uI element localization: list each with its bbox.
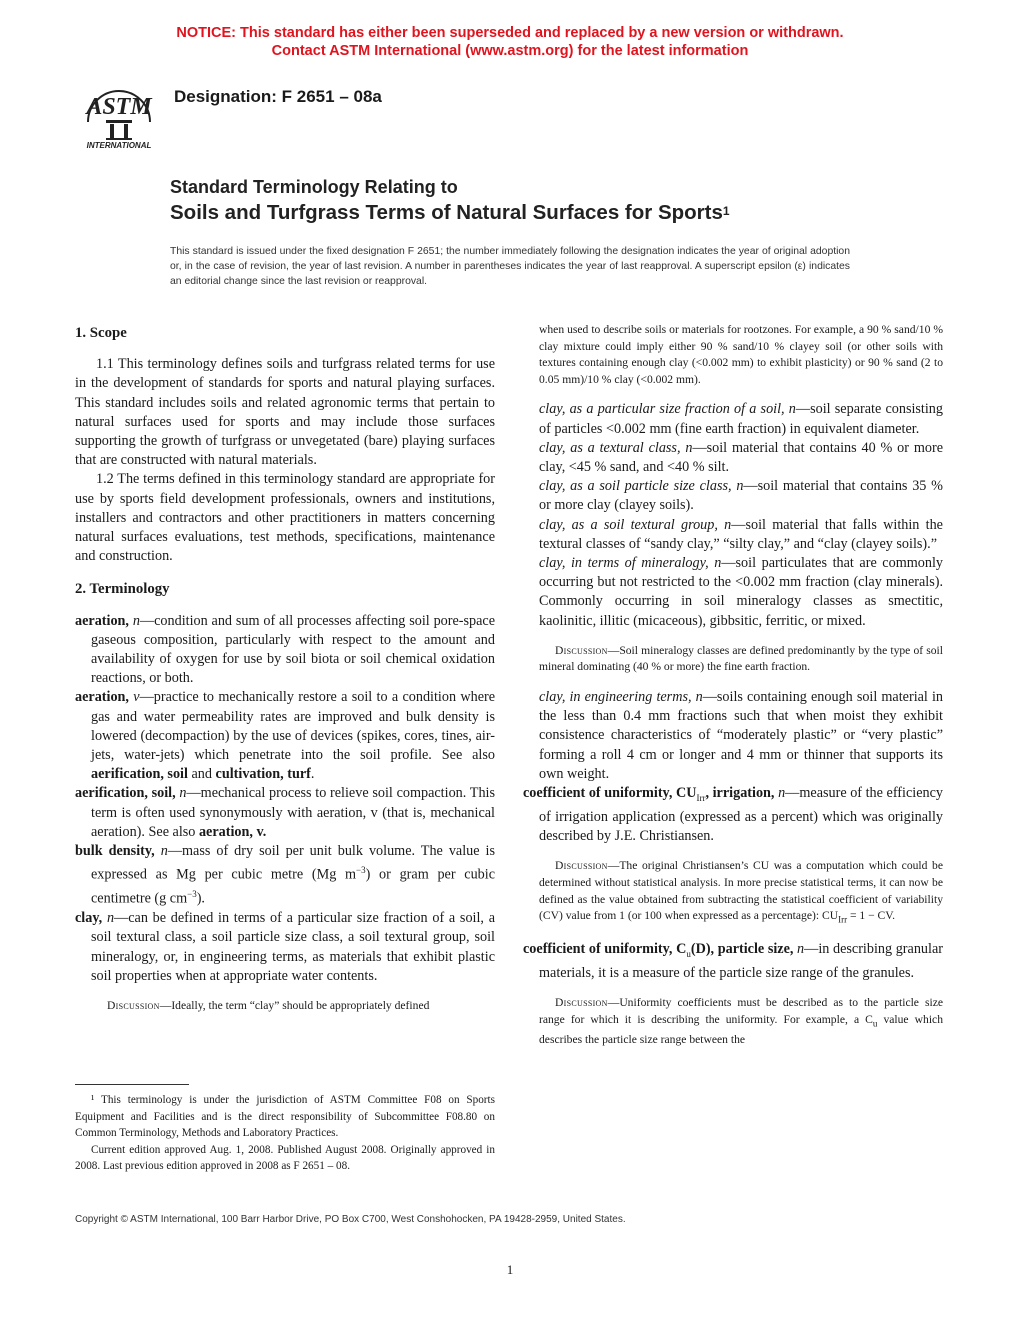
- term-label: aeration,: [75, 612, 129, 629]
- discussion-label: Discussion: [555, 996, 608, 1010]
- term-coefficient-uniformity-particle: [523, 940, 943, 983]
- term-pos: n: [797, 941, 805, 958]
- term-definition: —in describing granular materials, it is a measure of the particle size range of the granules.: [539, 941, 943, 982]
- term-definition: —condition and sum of all processes affecting soil pore-space gaseous composition, particularly with respect to the amount and availability of oxygen for use by soil biota or soil chemical oxidation reactions, or both.: [91, 612, 496, 687]
- logo-top-text: ASTM: [86, 94, 152, 120]
- term-label-cont: (D), particle size,: [690, 941, 794, 958]
- term-pos: n: [106, 910, 115, 927]
- title-footnote-mark[interactable]: 1: [722, 204, 730, 218]
- sub-term-label: clay, as a textural class, n: [539, 439, 693, 456]
- term-definition-cont: ) or gram per cubic centimetre (g cm: [91, 867, 495, 907]
- discussion-text: —Uniformity coefficients must be described as to the particle size range for which it is describing the uniformity. For example, a C: [539, 996, 943, 1026]
- exponent: −3: [187, 889, 197, 900]
- title-line-2-text: Soils and Turfgrass Terms of Natural Surfaces for Sports: [170, 201, 723, 224]
- discussion-label: Discussion: [555, 859, 608, 873]
- subscript: u: [872, 1018, 878, 1029]
- subscript: Irr: [838, 914, 848, 925]
- issued-note: This standard is issued under the fixed designation F 2651; the number immediately following the designation indicates the year of original adoption or, in the case of revision, the year of last revision. A number in parentheses indicates the year of last reapproval. A superscript epsilon (ε) indicates an editorial change since the last revision or reapproval.: [170, 246, 850, 287]
- astm-logo-icon: [76, 74, 162, 150]
- term-aeration-v: [75, 688, 495, 784]
- term-definition-end: ).: [196, 890, 205, 907]
- term-definition: —mass of dry soil per unit bulk volume. The value is expressed as Mg per cubic metre (Mg m: [91, 843, 496, 884]
- term-definition: —practice to mechanically restore a soil to a condition where gas and water permeability rates are improved and bulk density is lowered (decompaction) by the use of devices (spikes, cores, tines, air-jets, water-jets) which penetrate into the soil profile. See also: [91, 689, 496, 764]
- terminology-heading: 2. Terminology: [75, 581, 170, 598]
- term-definition: —can be defined in terms of a particular size fraction of a soil, a soil textural class, a soil particle size class, a soil textural group, soil mineralogy, or, in engineering terms, as materials that exhibit plastic soil properties when at appropriate water contents.: [91, 910, 495, 984]
- scope-heading: 1. Scope: [75, 325, 127, 341]
- cross-ref-cultivation[interactable]: cultivation, turf: [215, 766, 311, 783]
- term-label: coefficient of uniformity, C: [523, 941, 687, 958]
- term-label: coefficient of uniformity, CU: [523, 785, 697, 802]
- term-clay: [75, 909, 495, 986]
- term-definition: —measure of the efficiency of irrigation application (expressed as a percent) which was originally described by J.E. Christiansen.: [539, 785, 943, 845]
- term-clay-textural-group: [523, 516, 943, 554]
- sub-term-label: clay, in terms of mineralogy, n: [539, 555, 722, 571]
- term-coefficient-uniformity-irrigation: [523, 784, 943, 846]
- discussion-text: —The original Christiansen’s CU was a computation which could be determined without statistical analysis. In more precise statistical terms, it can now be defined as the value obtained from subtracting the statistical coefficient of variability (CV) value from 1 (or 100 when expressed as a percentage): CU: [539, 859, 943, 923]
- term-clay-mineralogy: [523, 554, 943, 631]
- footnote: [75, 1092, 495, 1175]
- sub-term-label: clay, in engineering terms, n: [539, 689, 703, 705]
- footnote-1: ¹ This terminology is under the jurisdiction of ASTM Committee F08 on Sports Equipment and Facilities and is the direct responsibility of Subcommittee F08.80 on Common Terminology, Methods and Laboratory Practices.: [75, 1094, 495, 1140]
- title-line-1: Standard Terminology Relating to: [170, 177, 458, 197]
- term-pos: n: [778, 785, 786, 802]
- term-pos: n: [160, 843, 168, 860]
- withdrawn-notice: [0, 24, 1020, 60]
- term-clay-particle-size-class: [523, 477, 943, 515]
- exponent: −3: [356, 865, 366, 876]
- clay-discussion: [75, 998, 495, 1015]
- term-pos: n: [179, 785, 187, 802]
- scope-paragraph-1-2: 1.2 The terms defined in this terminology standard are appropriate for use by sports field development professionals, owners and institutions, installers and contractors and other practitioners in matters concerning natural surfaces evaluations, test methods, specifications, maintenance and construction.: [75, 471, 495, 565]
- term-clay-size-fraction: [523, 400, 943, 438]
- document-title: [170, 175, 730, 227]
- discussion-text: —Ideally, the term “clay” should be appropriately defined: [159, 998, 430, 1012]
- sub-term-label: clay, as a soil textural group, n: [539, 516, 732, 533]
- title-line-2: [170, 199, 730, 227]
- sub-term-definition: —soil material that falls within the textural classes of “sandy clay,” “silty clay,” and “clay (clayey soils).”: [539, 516, 943, 552]
- term-label: aeration,: [75, 689, 129, 706]
- term-definition: —mechanical process to relieve soil compaction. This term is often used synonymously with aeration, v (that is, mechanical aeration). See also: [91, 785, 495, 840]
- copyright: Copyright © ASTM International, 100 Barr Harbor Drive, PO Box C700, West Conshohocken, PA 19428-2959, United States.: [75, 1214, 626, 1225]
- subscript: u: [686, 948, 691, 959]
- right-column: [523, 322, 943, 1060]
- discussion-text: —Soil mineralogy classes are defined predominantly by the type of soil mineral dominating (40 % or more) the fine earth fraction.: [539, 643, 943, 674]
- designation: Designation: F 2651 – 08a: [174, 87, 382, 106]
- term-label: aerification, soil,: [75, 785, 176, 802]
- page-number: 1: [506, 1262, 514, 1277]
- clay-discussion-continued: when used to describe soils or materials for rootzones. For example, a 90 % sand/10 % clay mixture could imply either 90 % sand/10 % clayey soil (or other soils with textures containing enough clay (<0.002 mm) to exhibit plasticity) or 90 % sand (2 to 0.05 mm)/10 % clay (<0.002 mm).: [539, 323, 943, 386]
- subscript: Irr: [696, 792, 706, 803]
- discussion-text-end: = 1 − CV.: [847, 909, 896, 923]
- sub-term-definition: —soil material that contains 40 % or more clay, <45 % sand, and <40 % silt.: [539, 439, 943, 475]
- sub-term-definition: —soils containing enough soil material in the less than 0.4 mm fractions such that when moist they exhibit consistence characteristics of “moderately plastic” or “very plastic” forming a roll 4 cm or longer and 4 mm or thinner that supports its own weight.: [539, 689, 943, 782]
- sub-term-label: clay, as a soil particle size class, n: [539, 478, 744, 495]
- text-and: and: [187, 766, 216, 783]
- logo-bottom-text: INTERNATIONAL: [86, 141, 152, 150]
- term-clay-textural-class: [523, 439, 943, 477]
- footnote-edition: Current edition approved Aug. 1, 2008. Published August 2008. Originally approved in 2008. Last previous edition approved in 2008 as F 2651 – 08.: [75, 1143, 495, 1173]
- notice-line-1: NOTICE: This standard has either been superseded and replaced by a new version or withdrawn.: [176, 25, 844, 41]
- discussion-text-end: value which describes the particle size range between the: [539, 1012, 943, 1046]
- text-period: .: [310, 766, 315, 783]
- term-aeration-n: [75, 612, 495, 689]
- footnote-rule: [75, 1084, 189, 1085]
- sub-term-definition: —soil material that contains 35 % or more clay (clayey soils).: [539, 478, 943, 514]
- sub-term-label: clay, as a particular size fraction of a soil, n: [539, 401, 796, 418]
- discussion-label: Discussion: [555, 643, 608, 657]
- discussion-label: Discussion: [107, 998, 160, 1012]
- term-aerification-soil: [75, 784, 495, 842]
- scope-paragraph-1-1: 1.1 This terminology defines soils and turfgrass related terms for use in the development of standards for sports and natural playing surfaces. This standard includes soils and related agronomic terms that pertain to natural surfaces used for sports and may include those surfaces supporting the growth of turfgrass or unvegetated (bare) playing surfaces that are constructed with natural materials.: [75, 356, 495, 469]
- term-clay-engineering: [523, 688, 943, 784]
- sub-term-definition: —soil separate consisting of particles <0.002 mm (fine earth fraction) in equivalent diameter.: [539, 401, 943, 437]
- cud-discussion: [523, 995, 943, 1048]
- left-column: [75, 322, 495, 1027]
- term-pos: n: [132, 612, 140, 629]
- cross-ref-aerification[interactable]: aerification, soil: [91, 766, 188, 783]
- term-pos: v: [133, 689, 140, 706]
- term-label: clay,: [75, 910, 103, 927]
- sub-term-definition: —soil particulates that are commonly occurring but not restricted to the <0.002 mm fraction (clay minerals). Commonly occurring in soil mineralogy classes as smectitic, kaolinitic, illitic (micaceous), gibbsitic, ferritic, or mixed.: [539, 555, 943, 629]
- term-bulk-density: [75, 842, 495, 909]
- term-label-cont: , irrigation,: [705, 785, 775, 802]
- mineralogy-discussion: [523, 643, 943, 676]
- term-label: bulk density,: [75, 843, 155, 860]
- notice-line-2: Contact ASTM International (www.astm.org) for the latest information: [271, 43, 749, 59]
- cu-discussion: [523, 858, 943, 928]
- cross-ref-aeration-v[interactable]: aeration, v.: [198, 823, 267, 840]
